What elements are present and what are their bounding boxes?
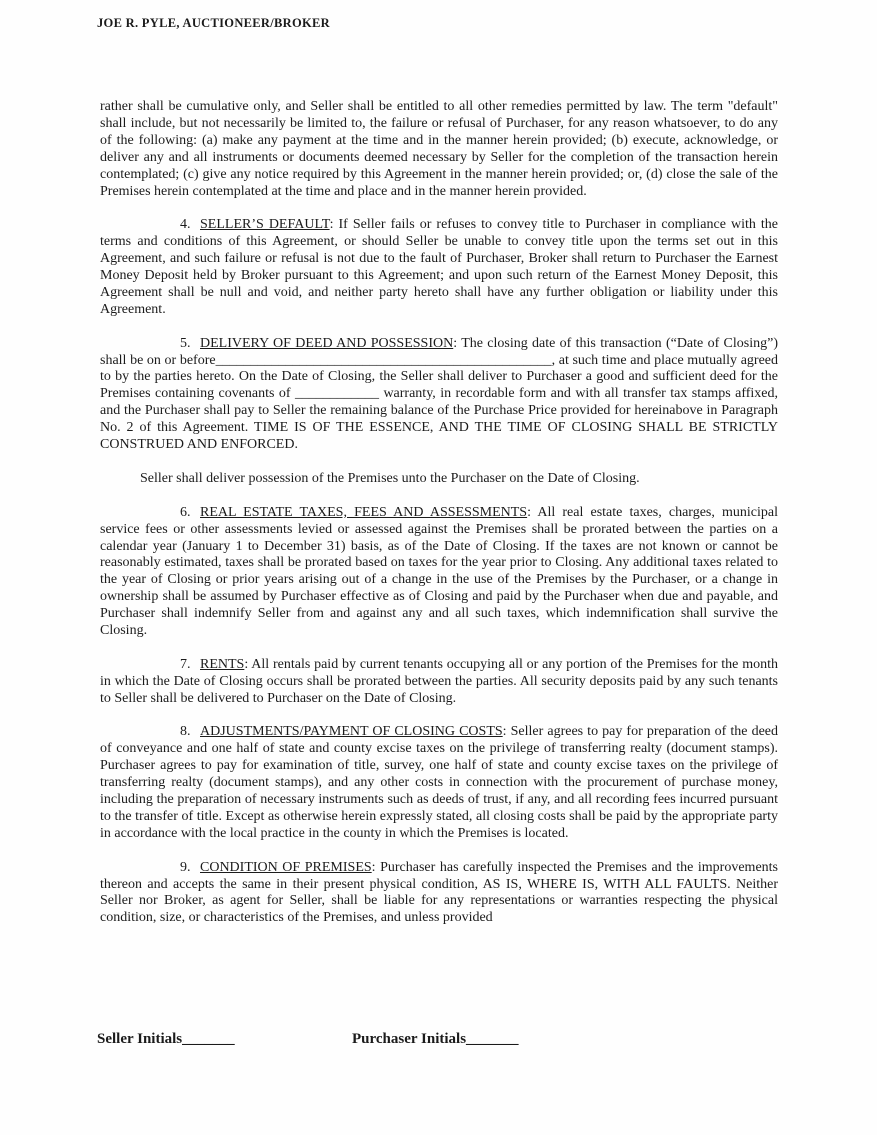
- paragraph-9-condition-of-premises: [100, 860, 778, 928]
- paragraph-6-heading: REAL ESTATE TAXES, FEES AND ASSESSMENTS: [200, 504, 528, 520]
- paragraph-5-text: : The closing date of this transaction (“Date of Closing”) shall be on or before________________________________________________, at such time and place mutually agreed to by the parties hereto. On the Date of Closing, the Seller shall deliver to Purchaser a good and sufficient deed for the Premises containing covenants of ____________ warranty, in recordable form and with all transfer tax stamps affixed, and the Purchaser shall pay to Seller the remaining balance of the Purchase Price provided for hereinabove in Paragraph No. 2 of this Agreement. TIME IS OF THE ESSENCE, AND THE TIME OF CLOSING SHALL BE STRICTLY CONSTRUED AND ENFORCED.: [100, 335, 778, 453]
- purchaser-initials: [352, 1031, 519, 1048]
- paragraph-7-heading: RENTS: [200, 656, 245, 672]
- paragraph-6-number: 6.: [180, 504, 191, 520]
- paragraph-8-text: : Seller agrees to pay for preparation of the deed of conveyance and one half of state and county excise taxes on the privilege of transferring realty (document stamps). Purchaser agrees to pay for examination of title, survey, one half of state and county excise taxes on the privilege of transferring realty (document stamps), and any other costs in connection with the procurement of purchase money, including the preparation of necessary instruments such as deeds of trust, if any, and all recording fees incurred pursuant to the transfer of title. Except as otherwise herein expressly stated, all closing costs shall be paid by the appropriate party in accordance with the local practice in the county in which the Premises is located.: [100, 724, 778, 841]
- seller-initials-label: Seller Initials: [97, 1031, 183, 1047]
- paragraph-5-delivery-of-deed: [100, 336, 778, 454]
- paragraph-7-rents: [100, 657, 778, 708]
- paragraph-possession-statement: Seller shall deliver possession of the Premises unto the Purchaser on the Date of Closing.: [140, 470, 640, 486]
- paragraph-4-text: : If Seller fails or refuses to convey title to Purchaser in compliance with the terms and conditions of this Agreement, or should Seller be unable to convey title upon the terms set out in this Agreement, and such failure or refusal is not due to the fault of Purchaser, Broker shall return to Purchaser the Earnest Money Deposit held by Broker pursuant to this Agreement; and upon such return of the Earnest Money Deposit, this Agreement shall be null and void, and neither party hereto shall have any further obligation or liability under this Agreement.: [100, 217, 779, 317]
- document-body: [100, 99, 778, 944]
- paragraph-8-number: 8.: [180, 724, 191, 740]
- paragraph-9-number: 9.: [180, 859, 191, 875]
- paragraph-default-remedies-continuation: rather shall be cumulative only, and Seller shall be entitled to all other remedies permitted by law. The term "default" shall include, but not necessarily be limited to, the failure or refusal of Purchaser, for any reason whatsoever, to do any of the following: (a) make any payment at the time and in the manner herein provided; (b) execute, acknowledge, or deliver any and all instruments or documents deemed necessary by Seller for the completion of the transaction herein contemplated; (c) give any notice required by this Agreement in the manner herein provided; or, (d) close the sale of the Premises herein contemplated at the time and place and in the manner herein provided.: [100, 99, 778, 199]
- paragraph-9-text: : Purchaser has carefully inspected the Premises and the improvements thereon and accepts the same in their present physical condition, AS IS, WHERE IS, WITH ALL FAULTS. Neither Seller nor Broker, as agent for Seller, shall be liable for any representations or warranties respecting the physical condition, size, or characteristics of the Premises, and unless provided: [100, 859, 779, 926]
- paragraph-4-number: 4.: [180, 217, 191, 233]
- purchaser-initials-blank: _______: [466, 1031, 519, 1047]
- paragraph-5-heading: DELIVERY OF DEED AND POSSESSION: [200, 335, 454, 351]
- paragraph-6-real-estate-taxes: [100, 505, 778, 640]
- paragraph-7-text: : All rentals paid by current tenants occupying all or any portion of the Premises for the month in which the Date of Closing occurs shall be prorated between the parties. All security deposits paid by any such tenants to Seller shall be delivered to Purchaser on the Date of Closing.: [100, 656, 778, 706]
- paragraph-4-sellers-default: [100, 217, 778, 318]
- paragraph-4-heading: SELLER’S DEFAULT: [200, 217, 330, 233]
- seller-initials-blank: _______: [182, 1031, 235, 1047]
- paragraph-8-heading: ADJUSTMENTS/PAYMENT OF CLOSING COSTS: [200, 724, 503, 740]
- paragraph-6-text: : All real estate taxes, charges, municipal service fees or other assessments levied or assessed against the Premises shall be prorated between the parties on a calendar year (January 1 to December 31) basis, as of the Date of Closing. If the taxes are not known or cannot be reasonably estimated, taxes shall be prorated based on taxes for the year prior to Closing. Any additional taxes related to the year of Closing or prior years arising out of a change in the use of the Premises by the Purchaser, or a change in ownership shall be assumed by Purchaser effective as of Closing and paid by the Purchaser when due and payable, and Purchaser shall indemnify Seller from and against any and all such taxes, which indemnification shall survive the Closing.: [100, 504, 779, 639]
- seller-initials: [97, 1031, 235, 1048]
- paragraph-9-heading: CONDITION OF PREMISES: [200, 859, 372, 875]
- purchaser-initials-label: Purchaser Initials: [352, 1031, 467, 1047]
- document-header-broker-name: JOE R. PYLE, AUCTIONEER/BROKER: [97, 16, 330, 30]
- paragraph-5-number: 5.: [180, 335, 191, 351]
- paragraph-7-number: 7.: [180, 656, 191, 672]
- paragraph-8-closing-costs: [100, 724, 778, 842]
